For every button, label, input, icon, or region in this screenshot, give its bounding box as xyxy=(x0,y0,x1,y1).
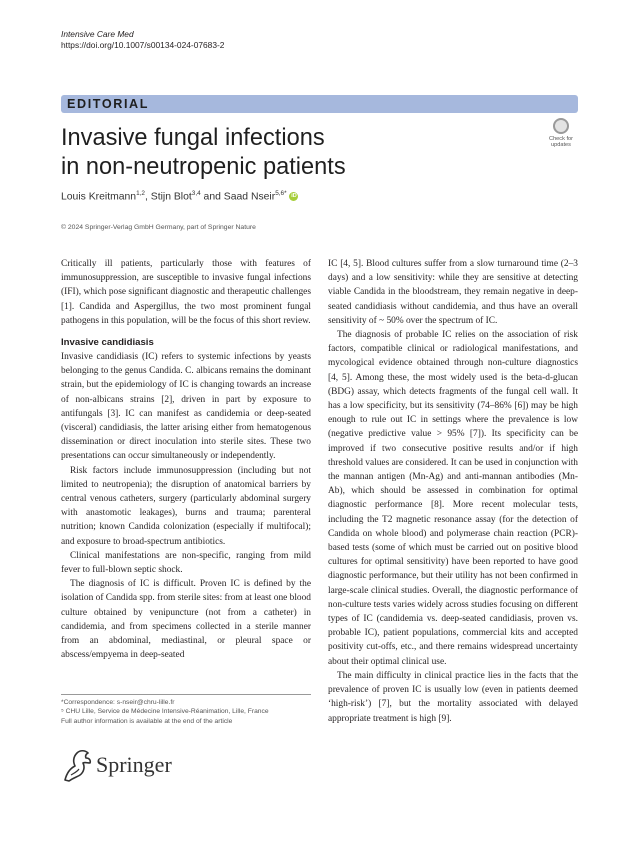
check-for-updates-badge[interactable] xyxy=(544,118,578,150)
author-2[interactable]: Stijn Blot xyxy=(150,191,192,203)
author-2-affil: 3,4 xyxy=(191,190,201,197)
paragraph: Clinical manifestations are non-specific, ranging from mild fever to full-blown septic shock. xyxy=(61,550,311,576)
title-line-2: in non-neutropenic patients xyxy=(61,154,346,180)
article-type-label: EDITORIAL xyxy=(67,97,150,111)
springer-logo-text[interactable]: Springer xyxy=(96,752,172,777)
author-list xyxy=(61,190,298,202)
journal-header xyxy=(61,29,224,51)
springer-horse-icon xyxy=(61,748,95,786)
paragraph: Invasive candidiasis (IC) refers to systemic infections by yeasts belonging to the genus Candida. C. albicans remains the dominant strain, but the epidemiology of IC is changing towards an increase of non-albicans strains [2], driven in part by exposure to antifungals [3]. IC can manifest as candidemia or deep-seated (visceral) candidiasis, the latter arising either from hematogenous dissemination or direct inoculation into sterile sites. These two presentations can occur simultaneously or independently. xyxy=(61,352,311,462)
paragraph: The diagnosis of IC is difficult. Proven IC is defined by the isolation of Candida spp. from sterile sites: from at least one blood culture obtained by venipuncture (not from a catheter) in candidemia, and from specimens collected in a sterile manner from an abdominal, mediastinal, or pleural space or abscess/empyema in deep-seated xyxy=(61,579,311,661)
footnote-divider xyxy=(61,694,311,695)
author-1-affil: 1,2 xyxy=(136,190,145,197)
title-line-1: Invasive fungal infections xyxy=(61,125,325,151)
copyright-line: © 2024 Springer-Verlag GmbH Germany, part of Springer Nature xyxy=(61,224,256,231)
article-title xyxy=(61,124,346,182)
check-updates-line2: updates xyxy=(551,142,571,148)
doi-link[interactable]: https://doi.org/10.1007/s00134-024-07683-2 xyxy=(61,40,225,50)
author-separator: , xyxy=(144,191,151,203)
article-type-banner xyxy=(61,95,578,113)
check-updates-icon xyxy=(553,118,569,134)
check-updates-line1: Check for xyxy=(549,136,573,142)
paragraph: IC [4, 5]. Blood cultures suffer from a slow turnaround time (2–3 days) and a low sensitivity: while they are sensitive at detecting viable Candida in the bloodstream, they remain negative in deep-seated candidiasis without candidemia, and thus have an overall sensitivity of ~ 50% over the spectrum of IC. xyxy=(328,259,578,326)
paragraph: Risk factors include immunosuppression (including but not limited to neutropenia); the disruption of anatomical barriers by central venous catheters, surgery (particularly abdominal surgery with anastomotic leakages), burns and trauma; parenteral nutrition; known Candida colonization (especially if multifocal); and exposure to broad-spectrum antibiotics. xyxy=(61,465,311,547)
author-3-affil: 5,6* xyxy=(275,190,287,197)
orcid-icon[interactable]: iD xyxy=(291,193,297,200)
author-separator: and xyxy=(200,191,224,203)
correspondence-note: *Correspondence: s-nseir@chru-lille.fr xyxy=(61,699,175,706)
paragraph: The main difficulty in clinical practice lies in the facts that the prevalence of proven IC is usually low (even in patients deemed ‘high-risk’) [7], but the mortality associated with delayed appropriate treatment is high [9]. xyxy=(328,670,578,724)
intro-paragraph: Critically ill patients, particularly those with features of immunosuppression, are susceptible to invasive fungal infections (IFI), which pose significant diagnostic and therapeutic challenges [1]. Candida and Aspergillus, the two most prominent fungal pathogens in this population, will be the focus of this short review. xyxy=(61,259,311,326)
footnotes xyxy=(61,698,269,726)
paragraph: The diagnosis of probable IC relies on the association of risk factors, compatible clinical or radiological manifestations, and mycological evidence obtained through non-culture diagnostics [4, 5]. Among these, the most widely used is the beta-d-glucan (BDG) assay, which detects fragments of the fungal cell wall. It has a low specificity, but its sensitivity (74–86% [6]) may be high enough to rule out IC in settings where the prevalence is low (negative predictive value > 95% [7]). Its specificity can be improved if two consecutive positive results and/or if high threshold values are considered. It can be used in conjunction with the mannan antigen (Mn-Ag) and anti-mannan antibodies (Mn-Ab), which should be assessed in combination for optimal diagnostic performance [8]. More recent molecular tests, including the T2 magnetic resonance assay (for the detection of Candida on whole blood) and polymerase chain reaction (PCR)-based tests (some of which must be carried out on positive blood cultures for optimal sensitivity) have been reported to have good diagnostic performance, but their utility has not been confirmed in large-scale clinical studies. Overall, the diagnostic performance of non-culture tests varies widely across studies focusing on different types of IC (candidemia vs. deep-seated candidiasis, proven vs. probable IC), patient populations, commercial kits and accepted positivity cut-offs, etc., and there remains widespread uncertainty about their optimal clinical use. xyxy=(328,330,578,667)
journal-name: Intensive Care Med xyxy=(61,29,134,39)
author-info-note: Full author information is available at the end of the article xyxy=(61,717,233,725)
author-3[interactable]: Saad Nseir xyxy=(223,191,276,203)
left-column xyxy=(61,257,311,662)
right-column xyxy=(328,257,578,726)
author-1[interactable]: Louis Kreitmann xyxy=(61,191,137,203)
affiliation-note: ⁵ CHU Lille, Service de Médecine Intensive-Réanimation, Lille, France xyxy=(61,708,269,716)
section-heading-invasive-candidiasis: Invasive candidiasis xyxy=(61,337,154,349)
